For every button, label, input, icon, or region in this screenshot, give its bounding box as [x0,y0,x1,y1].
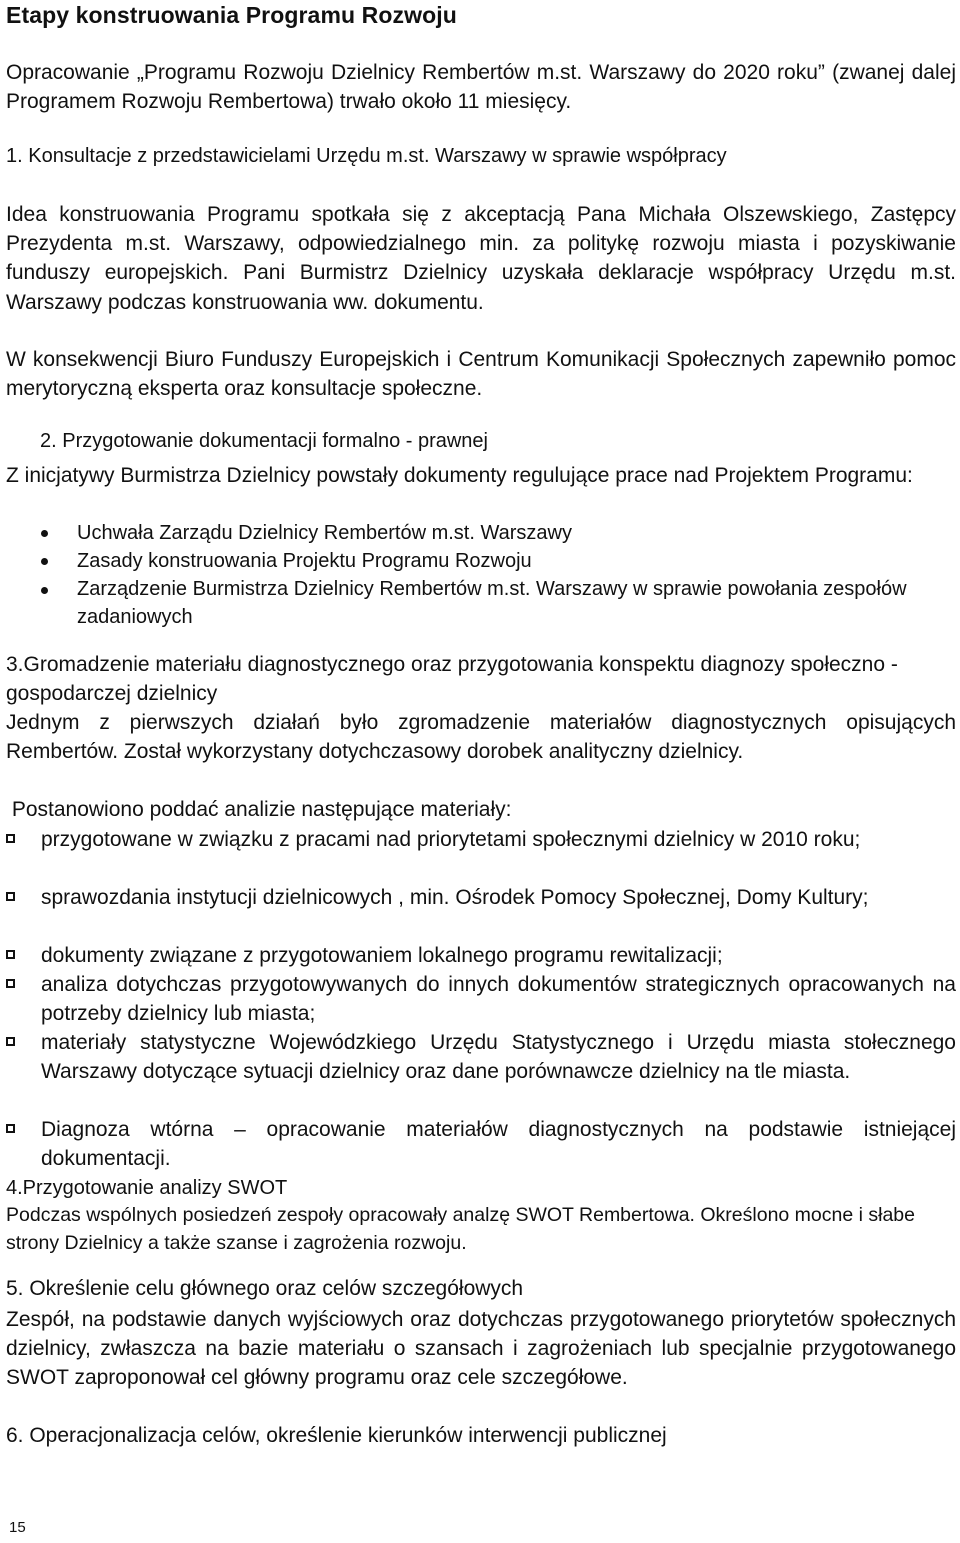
section-5-paragraph: Zespół, na podstawie danych wyjściowych oraz dotychczas przygotowanego priorytetów społecznych dzielnicy, zwłaszcza na bazie materiału o szansach i zagrożeniach lub specjalnie przygotowanego SWOT zaproponował cel główny programu oraz cele szczegółowe. [6,1308,956,1389]
list-item: Zarządzenie Burmistrza Dzielnicy Rembertów m.st. Warszawy w sprawie powołania zespołów zadaniowych [77,578,907,628]
square-bullet-icon [6,979,15,988]
list-item: analiza dotychczas przygotowywanych do innych dokumentów strategicznych opracowanych na potrzeby dzielnicy lub miasta; [41,973,956,1025]
square-bullet-icon [6,1124,15,1133]
bullet-icon [41,587,48,594]
section-4-paragraph: Podczas wspólnych posiedzeń zespoły opracowały analzę SWOT Rembertowa. Określono mocne i słabe strony Dzielnicy a także szanse i zagrożenia rozwoju. [6,1204,915,1254]
bullet-icon [41,530,48,537]
square-bullet-icon [6,1037,15,1046]
list-item: przygotowane w związku z pracami nad priorytetami społecznymi dzielnicy w 2010 roku; [41,828,861,851]
list-item: dokumenty związane z przygotowaniem lokalnego programu rewitalizacji; [41,944,723,967]
list-item: materiały statystyczne Wojewódzkiego Urzędu Statystycznego i Urzędu miasta stołecznego Warszawy dotyczące sytuacji dzielnicy oraz dane porównawcze dzielnicy na tle miasta. [41,1031,956,1083]
square-bullet-icon [6,950,15,959]
section-1-heading: 1. Konsultacje z przedstawicielami Urzędu m.st. Warszawy w sprawie współpracy [6,145,727,167]
square-bullet-icon [6,834,15,843]
square-bullet-icon [6,892,15,901]
section-3-paragraph-2: Postanowiono poddać analizie następujące materiały: [6,798,512,821]
section-3-paragraph: Jednym z pierwszych działań było zgromadzenie materiałów diagnostycznych opisujących Rembertów. Został wykorzystany dotychczasowy dorobek analityczny dzielnicy. [6,711,956,763]
list-item: Diagnoza wtórna – opracowanie materiałów diagnostycznych na podstawie istniejącej dokumentacji. [41,1118,956,1170]
list-item: sprawozdania instytucji dzielnicowych , min. Ośrodek Pomocy Społecznej, Domy Kultury; [41,886,869,909]
section-5-heading: 5. Określenie celu głównego oraz celów szczegółowych [6,1277,524,1300]
list-item: Zasady konstruowania Projektu Programu Rozwoju [77,550,532,572]
section-2-heading: 2. Przygotowanie dokumentacji formalno - prawnej [40,430,488,452]
list-item: Uchwała Zarządu Dzielnicy Rembertów m.st. Warszawy [77,522,572,544]
section-1-paragraph-2: W konsekwencji Biuro Funduszy Europejskich i Centrum Komunikacji Społecznych zapewniło pomoc merytoryczną eksperta oraz konsultacje społeczne. [6,348,956,400]
bullet-icon [41,558,48,565]
page-title: Etapy konstruowania Programu Rozwoju [6,2,457,28]
intro-paragraph: Opracowanie „Programu Rozwoju Dzielnicy Rembertów m.st. Warszawy do 2020 roku” (zwanej dalej Programem Rozwoju Rembertowa) trwało około 11 miesięcy. [6,61,956,113]
page-number: 15 [9,1519,26,1536]
section-1-paragraph: Idea konstruowania Programu spotkała się z akceptacją Pana Michała Olszewskiego, Zastępcy Prezydenta m.st. Warszawy, odpowiedzialnego min. za politykę rozwoju miasta i pozyskiwanie funduszy europejskich. Pani Burmistrz Dzielnicy uzyskała deklaracje współpracy Urzędu m.st. Warszawy podczas konstruowania ww. dokumentu. [6,203,956,314]
section-4-heading: 4.Przygotowanie analizy SWOT [6,1177,288,1199]
section-3-heading: 3.Gromadzenie materiału diagnostycznego oraz przygotowania konspektu diagnozy społeczno -gospodarczej dzielnicy [6,653,898,705]
section-2-paragraph: Z inicjatywy Burmistrza Dzielnicy powstały dokumenty regulujące prace nad Projektem Programu: [6,464,913,487]
section-6-heading: 6. Operacjonalizacja celów, określenie kierunków interwencji publicznej [6,1424,667,1447]
